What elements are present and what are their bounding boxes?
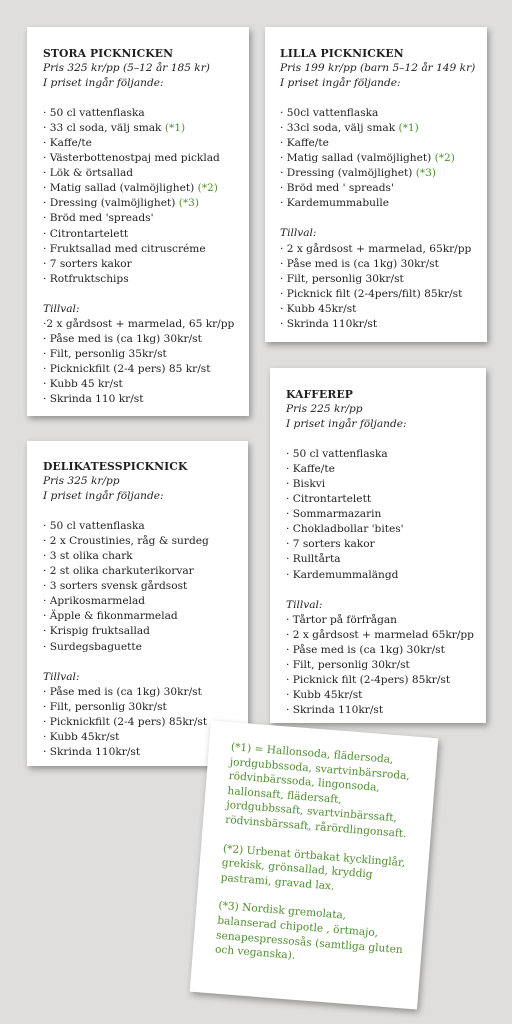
list-item: · Surdegsbaguette	[43, 640, 142, 653]
list-item: · Matig sallad (valmöjlighet) (*2)	[280, 152, 455, 165]
list-item: · Kardemummalängd	[286, 568, 399, 581]
list-item: · Citrontartelett	[286, 493, 372, 506]
list-item: · Rulltårta	[286, 553, 341, 566]
card-stora-picknicken	[27, 27, 249, 416]
tillval-item: · Kubb 45kr/st	[43, 730, 120, 743]
card-delikatesspicknick	[27, 441, 248, 766]
card-includes-label: I priset ingår följande:	[280, 77, 401, 90]
list-item: · Aprikosmarmelad	[43, 595, 146, 608]
tillval-item: · Picknick filt (2-4pers/filt) 85kr/st	[280, 287, 463, 300]
list-item: · 33 cl soda, välj smak (*1)	[43, 122, 186, 135]
list-item: · 50 cl vattenflaska	[286, 448, 388, 461]
card-kafferep	[270, 368, 486, 723]
list-item: · Sommarmazarin	[286, 508, 382, 521]
list-item: · 2 x Croustinies, råg & surdeg	[43, 535, 209, 548]
list-item: · 33cl soda, välj smak (*1)	[280, 122, 419, 135]
card-includes-label: I priset ingår följande:	[43, 77, 164, 90]
tillval-item: ·2 x gårdsost + marmelad, 65 kr/pp	[43, 317, 235, 330]
card-title: STORA PICKNICKEN	[43, 47, 174, 60]
list-item: · 50 cl vattenflaska	[43, 107, 145, 120]
items-list	[43, 519, 242, 654]
tillval-list	[43, 317, 241, 407]
list-item: · 50cl vattenflaska	[280, 107, 379, 120]
card-includes-label: I priset ingår följande:	[286, 418, 407, 431]
tillval-item: · Påse med is (ca 1kg) 30kr/st	[286, 643, 445, 656]
tillval-item: · Påse med is (ca 1kg) 30kr/st	[280, 257, 439, 270]
tillval-list	[286, 613, 482, 718]
list-item: · Äpple & fikonmarmelad	[43, 610, 178, 623]
list-item: · Rotfruktschips	[43, 272, 129, 285]
card-title: LILLA PICKNICKEN	[280, 47, 404, 60]
list-item: · 7 sorters kakor	[43, 257, 132, 270]
items-list	[286, 447, 482, 582]
list-item: · Kaffe/te	[43, 137, 92, 150]
footnote-2: (*2) Urbenat örtbakat kycklinglår, grekisk, grönsallad, kryddig pastrami, gravad lax.	[220, 842, 406, 893]
tillval-list	[280, 242, 483, 332]
card-price: Pris 225 kr/pp	[286, 403, 363, 416]
card-price: Pris 325 kr/pp (5–12 år 185 kr)	[43, 62, 210, 75]
card-includes-label: I priset ingår följande:	[43, 490, 164, 503]
list-item: · Bröd med ' spreads'	[280, 182, 394, 195]
list-item: · Lök & örtsallad	[43, 167, 134, 180]
tillval-item: · Filt, personlig 35kr/st	[43, 347, 167, 360]
list-item: · Västerbottenostpaj med picklad	[43, 152, 220, 165]
tillval-item: · Tårtor på förfrågan	[286, 613, 397, 626]
tillval-label: Tillval:	[286, 598, 323, 611]
tillval-item: · Kubb 45 kr/st	[43, 377, 123, 390]
card-price: Pris 199 kr/pp (barn 5–12 år 149 kr)	[280, 62, 476, 75]
list-item: · Kaffe/te	[280, 137, 329, 150]
items-list	[43, 106, 241, 287]
footnote-1: (*1) = Hallonsoda, flädersoda, jordgubbssoda, svartvinbärsroda, rödvinbärssoda, lingonsoda, hallonsaft, flädersaft, jordgubbssaft, svartvinbärssaft, rödvinsbärssaft, rårördlingonsaft.	[224, 741, 411, 841]
tillval-item: · Skrinda 110kr/st	[286, 703, 384, 716]
list-item: · Kardemummabulle	[280, 197, 390, 210]
tillval-label: Tillval:	[43, 302, 80, 315]
tillval-item: · Skrinda 110kr/st	[280, 317, 378, 330]
list-item: · Biskvi	[286, 478, 326, 491]
tillval-item: · Filt, personlig 30kr/st	[286, 658, 410, 671]
tillval-label: Tillval:	[280, 227, 317, 240]
card-price: Pris 325 kr/pp	[43, 475, 120, 488]
tillval-item: · Kubb 45kr/st	[280, 302, 357, 315]
footnote-3: (*3) Nordisk gremolata, balanserad chipotle , örtmajo, senapespressosås (samtliga gluten och veganska).	[214, 899, 404, 962]
tillval-item: · Picknickfilt (2-4 pers) 85 kr/st	[43, 362, 211, 375]
list-item: · 3 st olika chark	[43, 550, 133, 563]
list-item: · 2 st olika charkuterikorvar	[43, 565, 194, 578]
card-lilla-picknicken	[265, 27, 487, 342]
tillval-item: · Filt, personlig 30kr/st	[280, 272, 404, 285]
list-item: · Dressing (valmöjlighet) (*3)	[280, 167, 437, 180]
tillval-item: · 2 x gårdsost + marmelad, 65kr/pp	[280, 242, 472, 255]
tillval-item: · Påse med is (ca 1kg) 30kr/st	[43, 332, 202, 345]
tillval-item: · 2 x gårdsost + marmelad 65kr/pp	[286, 628, 474, 641]
list-item: · Citrontartelett	[43, 227, 129, 240]
tillval-label: Tillval:	[43, 670, 80, 683]
list-item: · Dressing (valmöjlighet) (*3)	[43, 197, 200, 210]
tillval-item: · Filt, personlig 30kr/st	[43, 700, 167, 713]
footnotes-card	[190, 720, 439, 1009]
list-item: · Chokladbollar 'bites'	[286, 523, 404, 536]
tillval-item: · Picknickfilt (2-4 pers) 85kr/st	[43, 715, 208, 728]
tillval-item: · Skrinda 110 kr/st	[43, 392, 144, 405]
list-item: · 7 sorters kakor	[286, 538, 375, 551]
list-item: · 50 cl vattenflaska	[43, 520, 145, 533]
items-list	[280, 106, 483, 211]
tillval-item: · Kubb 45kr/st	[286, 688, 363, 701]
list-item: · Fruktsallad med citruscréme	[43, 242, 206, 255]
list-item: · 3 sorters svensk gårdsost	[43, 580, 188, 593]
list-item: · Matig sallad (valmöjlighet) (*2)	[43, 182, 218, 195]
list-item: · Kaffe/te	[286, 463, 335, 476]
list-item: · Bröd med 'spreads'	[43, 212, 154, 225]
card-title: KAFFEREP	[286, 388, 354, 401]
card-title: DELIKATESSPICKNICK	[43, 460, 188, 473]
list-item: · Krispig fruktsallad	[43, 625, 150, 638]
tillval-item: · Påse med is (ca 1kg) 30kr/st	[43, 685, 202, 698]
tillval-item: · Picknick filt (2-4pers) 85kr/st	[286, 673, 451, 686]
tillval-item: · Skrinda 110kr/st	[43, 745, 141, 758]
